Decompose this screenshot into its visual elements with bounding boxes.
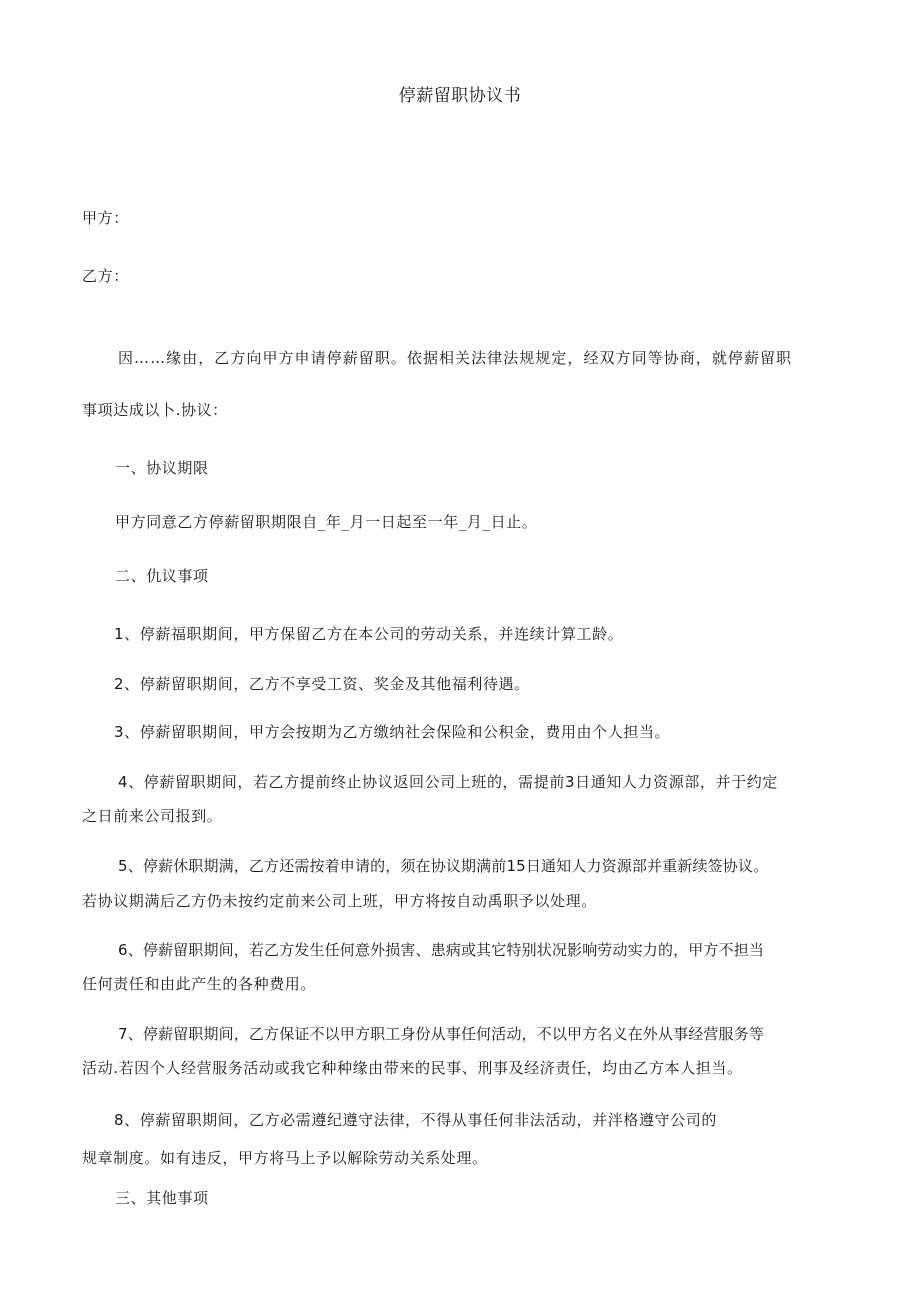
intro-paragraph-line2: 事项达成以卜.协议：: [82, 401, 228, 419]
item-text: 、停薪留职期间，甲方会按期为乙方缴纳社会保险和公积金，费用由个人担当。: [124, 723, 671, 741]
list-item: [118, 772, 778, 792]
intro-paragraph-line1: 因……缘由，乙方向甲方申请停薪留职。依据相关法律法规规定，经双方同等协商，就停薪留职: [118, 349, 793, 367]
item-text: 、停薪留职期间，乙方保证不以甲方职工身份从事任何活动，不以甲方名义在外从事经营服务等: [127, 1025, 765, 1043]
party-a-label: 甲方：: [82, 209, 129, 227]
list-item: [114, 674, 530, 694]
item-number: 5: [118, 857, 128, 875]
item-text: 、停薪留职期间，若乙方提前终止协议返回公司上班的，需提前: [128, 773, 565, 791]
list-item-continuation: 规章制度。如有违反，甲方将马上予以解除劳动关系处理。: [82, 1149, 488, 1167]
item-text: 、停薪留职期间，若乙方发生任何意外损害、患病或其它特别状况影响劳动实力的，甲方不担当: [127, 941, 765, 959]
section1-heading: 一、协议期限: [115, 459, 209, 477]
section1-text: 甲方同意乙方停薪留职期限自_年_月一日起至一年_月_日止。: [115, 513, 538, 531]
list-item: [114, 1110, 717, 1130]
item-text: 日通知人力资源部，并于约定: [575, 773, 778, 791]
item-inline-number: 3: [564, 773, 576, 791]
item-number: 2: [114, 675, 125, 693]
section3-heading: 三、其他事项: [115, 1189, 209, 1207]
list-item-continuation: 任何责任和由此产生的各种费用。: [82, 975, 317, 993]
party-b-label: 乙方：: [82, 267, 129, 285]
item-number: 7: [118, 1025, 128, 1043]
item-text: 、停薪留职期间，乙方不享受工资、奖金及其他福利待遇。: [124, 675, 530, 693]
list-item-continuation: 活动.若因个人经营服务活动或我它种种缘由带来的民事、刑事及经济责任，均由乙方本人担当。: [82, 1059, 743, 1077]
list-item-continuation: 之日前来公司报到。: [82, 807, 223, 825]
item-text: 、停薪休职期满，乙方还需按着申请的，须在协议期满前: [127, 857, 507, 875]
item-text: 、停薪福职期间，甲方保留乙方在本公司的劳动关系，并连续计算工龄。: [124, 625, 624, 643]
list-item: [114, 722, 670, 742]
item-number: 6: [118, 941, 128, 959]
list-item: [118, 1024, 764, 1044]
item-number: 3: [114, 723, 125, 741]
list-item: [118, 856, 768, 876]
item-number: 8: [114, 1111, 125, 1129]
item-text: 、停薪留职期间，乙方必需遵纪遵守法律，不得从事任何非法活动，并泮格遵守公司的: [124, 1111, 717, 1129]
item-inline-number: 15: [506, 857, 526, 875]
item-text: 日通知人力资源部并重新续签协议。: [525, 857, 769, 875]
item-number: 4: [118, 773, 129, 791]
document-title: 停薪留职协议书: [398, 86, 522, 106]
section2-heading: 二、仇议事项: [115, 567, 209, 585]
list-item: [118, 940, 764, 960]
list-item-continuation: 若协议期满后乙方仍未按约定前来公司上班，甲方将按自动禹职予以处理。: [82, 892, 597, 910]
item-number: 1: [114, 625, 125, 643]
list-item: [114, 624, 623, 644]
